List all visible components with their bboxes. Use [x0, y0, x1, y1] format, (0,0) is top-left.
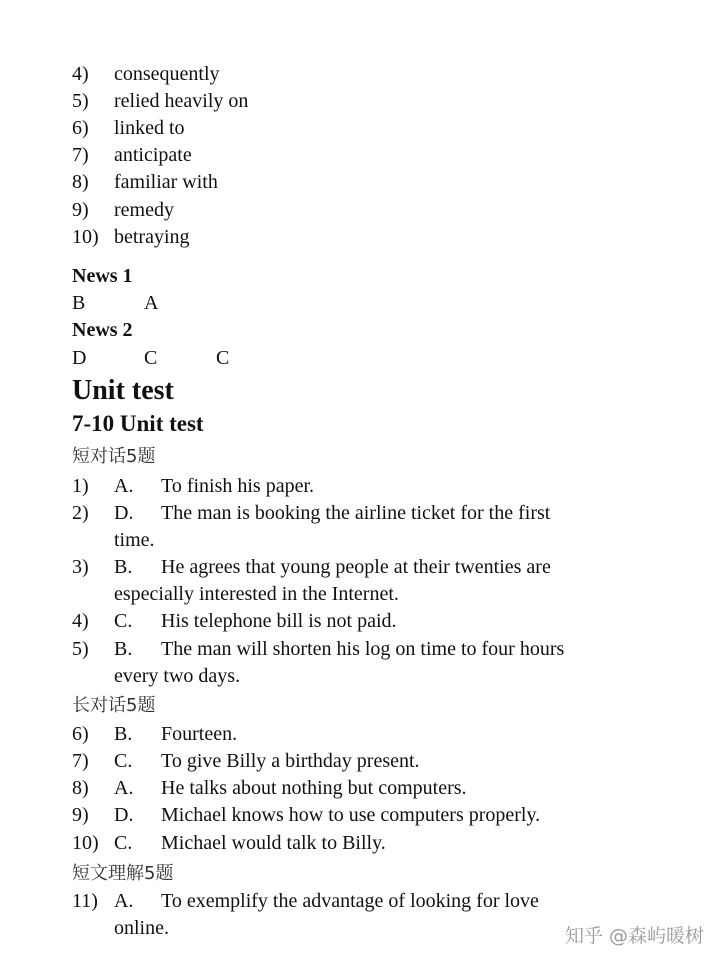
answer-item: 7) C. To give Billy a birthday present. [72, 750, 420, 772]
answer-item: 10) C. Michael would talk to Billy. [72, 832, 386, 854]
news1-answers [72, 290, 216, 317]
answer-item: 4) C. His telephone bill is not paid. [72, 610, 397, 632]
unit-subheading: 7-10 Unit test [72, 411, 204, 436]
answer-item: 2) D. The man is booking the airline ticket for the first [72, 502, 551, 524]
passage-label: 短文理解5题 [72, 863, 174, 884]
answer-continuation: every two days. [114, 665, 241, 687]
news2-answers [72, 345, 288, 372]
short-dialogue-label: 短对话5题 [72, 446, 156, 467]
news1-answer: A [144, 292, 159, 314]
vocab-item: 7) anticipate [72, 144, 192, 166]
vocab-item: 9) remedy [72, 199, 174, 221]
news2-title: News 2 [72, 319, 133, 341]
answer-item: 6) B. Fourteen. [72, 723, 238, 745]
answer-continuation: online. [114, 917, 169, 939]
vocab-item: 6) linked to [72, 117, 185, 139]
answer-continuation: time. [114, 529, 155, 551]
vocab-item: 10) betraying [72, 226, 190, 248]
vocab-item: 4) consequently [72, 63, 220, 85]
answer-item: 3) B. He agrees that young people at their twenties are [72, 556, 551, 578]
zhihu-watermark: 知乎 @森屿暖树 [564, 925, 704, 947]
unit-test-heading: Unit test [72, 375, 174, 406]
vocab-item: 8) familiar with [72, 171, 218, 193]
news2-answer: C [144, 347, 158, 369]
news2-answer: D [72, 347, 87, 369]
news1-answer: B [72, 292, 86, 314]
answer-item: 1) A. To finish his paper. [72, 475, 315, 497]
answer-item: 5) B. The man will shorten his log on time to four hours [72, 638, 565, 660]
news1-title: News 1 [72, 265, 133, 287]
answer-item: 9) D. Michael knows how to use computers properly. [72, 804, 541, 826]
vocab-item: 5) relied heavily on [72, 90, 249, 112]
answer-continuation: especially interested in the Internet. [114, 583, 399, 605]
news2-answer: C [216, 347, 230, 369]
long-dialogue-label: 长对话5题 [72, 695, 156, 716]
answer-item: 8) A. He talks about nothing but computers. [72, 777, 467, 799]
answer-item: 11) A. To exemplify the advantage of looking for love [72, 890, 539, 912]
